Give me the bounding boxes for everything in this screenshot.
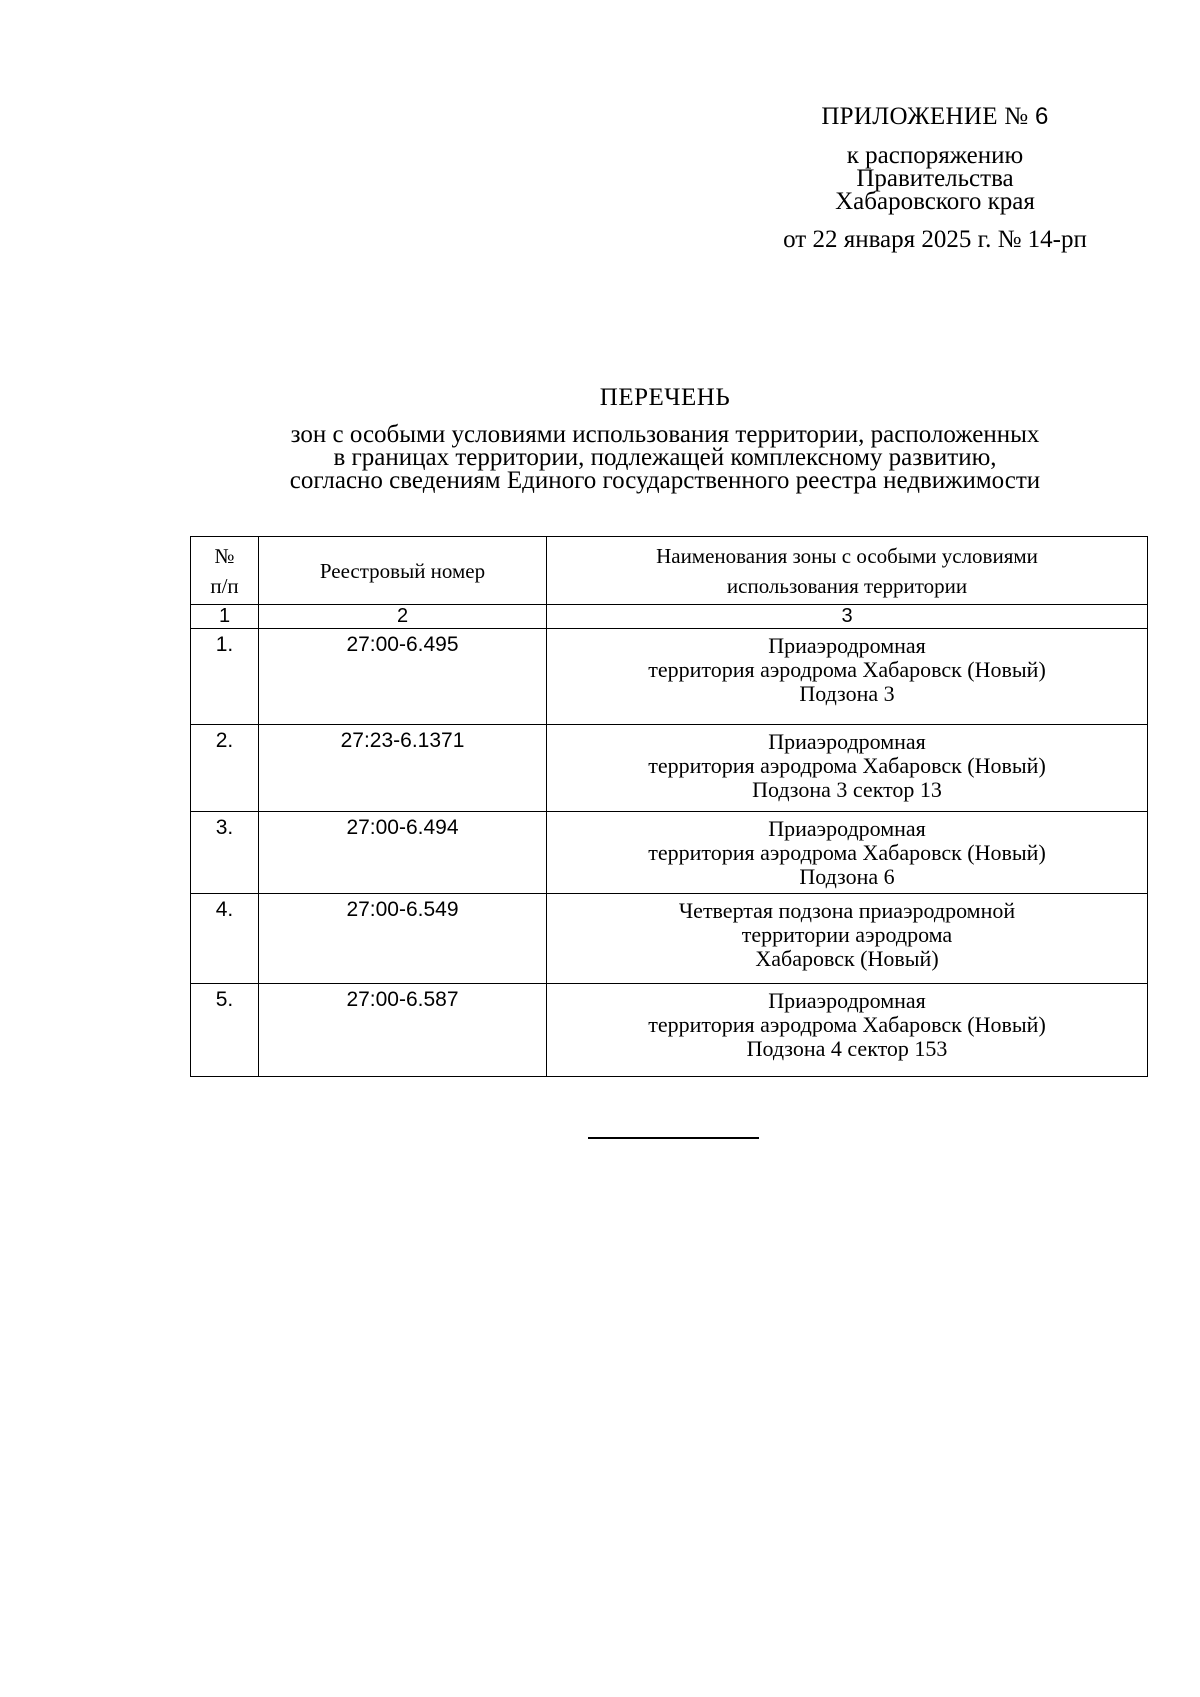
- appendix-title: [740, 102, 1130, 132]
- zone-name-line: Приаэродромная: [768, 633, 926, 658]
- row-zone-name: [547, 725, 1148, 812]
- row-zone-name: [547, 629, 1148, 725]
- appendix-title-prefix: ПРИЛОЖЕНИЕ №: [821, 103, 1029, 130]
- zone-name-line: территория аэродрома Хабаровск (Новый): [648, 1012, 1046, 1037]
- row-index: 4.: [191, 894, 259, 984]
- header-index-line: п/п: [210, 573, 239, 598]
- header-registry-number: Реестровый номер: [259, 537, 547, 605]
- row-index: 5.: [191, 984, 259, 1077]
- end-of-document-rule: [588, 1137, 759, 1139]
- zones-table: [190, 536, 1148, 1077]
- row-zone-name: [547, 984, 1148, 1077]
- header-zone-name-line: использования территории: [726, 573, 968, 598]
- row-registry-number: 27:00-6.587: [259, 984, 547, 1077]
- zone-name-line: Подзона 6: [799, 864, 895, 889]
- order-date-number: от 22 января 2025 г. № 14-рп: [783, 226, 1087, 253]
- header-zone-name-line: Наименования зоны с особыми условиями: [656, 543, 1038, 568]
- zone-name-line: Приаэродромная: [768, 988, 926, 1013]
- row-zone-name: [547, 894, 1148, 984]
- header-zone-name: [547, 537, 1148, 605]
- order-reference-line: Правительства: [856, 165, 1014, 192]
- appendix-order-reference: [740, 144, 1130, 213]
- header-index-line: №: [214, 543, 235, 568]
- table-row: [191, 629, 1148, 725]
- row-zone-name: [547, 812, 1148, 894]
- zone-name-line: Приаэродромная: [768, 816, 926, 841]
- table-row: [191, 812, 1148, 894]
- order-reference-line: Хабаровского края: [835, 188, 1035, 215]
- header-index: [191, 537, 259, 605]
- zone-name-line: территория аэродрома Хабаровск (Новый): [648, 840, 1046, 865]
- column-numbers-row: [191, 605, 1148, 629]
- document-title-block: [200, 383, 1130, 492]
- row-registry-number: 27:23-6.1371: [259, 725, 547, 812]
- zone-name-line: Подзона 3: [799, 681, 895, 706]
- column-number: 3: [547, 605, 1148, 629]
- zone-name-line: Приаэродромная: [768, 729, 926, 754]
- zone-name-line: территория аэродрома Хабаровск (Новый): [648, 657, 1046, 682]
- zone-name-line: Подзона 3 сектор 13: [752, 777, 942, 802]
- zone-name-line: Подзона 4 сектор 153: [746, 1036, 948, 1061]
- row-index: 2.: [191, 725, 259, 812]
- zone-name-line: территории аэродрома: [741, 922, 953, 947]
- document-heading: ПЕРЕЧЕНЬ: [599, 384, 731, 411]
- row-registry-number: 27:00-6.549: [259, 894, 547, 984]
- subheading-line: в границах территории, подлежащей комплексному развитию,: [333, 444, 997, 471]
- table-row: [191, 894, 1148, 984]
- zone-name-line: Хабаровск (Новый): [755, 946, 939, 971]
- zone-name-line: территория аэродрома Хабаровск (Новый): [648, 753, 1046, 778]
- subheading-line: согласно сведениям Единого государственного реестра недвижимости: [289, 467, 1041, 494]
- table-row: [191, 984, 1148, 1077]
- subheading-line: зон с особыми условиями использования территории, расположенных: [290, 421, 1040, 448]
- appendix-number: 6: [1035, 103, 1049, 130]
- column-number: 1: [191, 605, 259, 629]
- document-subheading: [200, 423, 1130, 492]
- table-header-row: [191, 537, 1148, 605]
- table-row: [191, 725, 1148, 812]
- row-registry-number: 27:00-6.495: [259, 629, 547, 725]
- row-index: 1.: [191, 629, 259, 725]
- appendix-header: [740, 102, 1130, 255]
- order-reference-line: к распоряжению: [846, 142, 1024, 169]
- column-number: 2: [259, 605, 547, 629]
- row-index: 3.: [191, 812, 259, 894]
- row-registry-number: 27:00-6.494: [259, 812, 547, 894]
- zone-name-line: Четвертая подзона приаэродромной: [678, 898, 1016, 923]
